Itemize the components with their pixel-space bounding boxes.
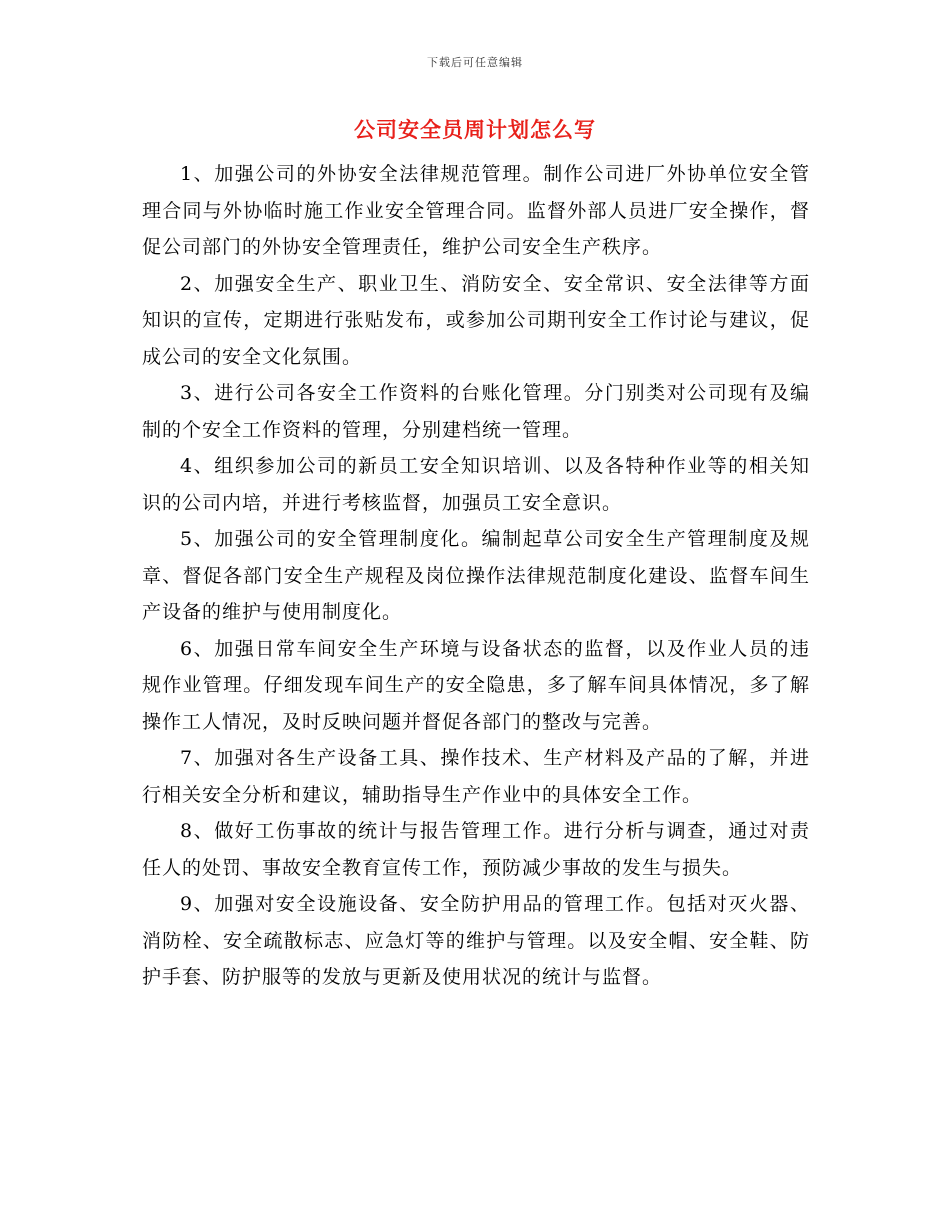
paragraph-6: 6、加强日常车间安全生产环境与设备状态的监督，以及作业人员的违规作业管理。仔细发现车间生产的安全隐患，多了解车间具体情况，多了解操作工人情况，及时反映问题并督促各部门的整改与完善。 [142, 637, 810, 733]
paragraph-9: 9、加强对安全设施设备、安全防护用品的管理工作。包括对灭火器、消防栓、安全疏散标志、应急灯等的维护与管理。以及安全帽、安全鞋、防护手套、防护服等的发放与更新及使用状况的统计与监督。 [142, 893, 810, 988]
document-title: 公司安全员周计划怎么写 [354, 117, 596, 142]
paragraph-5: 5、加强公司的安全管理制度化。编制起草公司安全生产管理制度及规章、督促各部门安全生产规程及岗位操作法律规范制度化建设、监督车间生产设备的维护与使用制度化。 [142, 528, 810, 623]
page-header-note: 下载后可任意编辑 [427, 56, 523, 69]
paragraph-4: 4、组织参加公司的新员工安全知识培训、以及各特种作业等的相关知识的公司内培，并进行考核监督，加强员工安全意识。 [142, 455, 810, 514]
paragraph-3: 3、进行公司各安全工作资料的台账化管理。分门别类对公司现有及编制的个安全工作资料的管理，分别建档统一管理。 [142, 382, 810, 441]
document-body [142, 156, 810, 996]
paragraph-1: 1、加强公司的外协安全法律规范管理。制作公司进厂外协单位安全管理合同与外协临时施工作业安全管理合同。监督外部人员进厂安全操作，督促公司部门的外协安全管理责任，维护公司安全生产秩序。 [142, 163, 810, 258]
paragraph-7: 7、加强对各生产设备工具、操作技术、生产材料及产品的了解，并进行相关安全分析和建议，辅助指导生产作业中的具体安全工作。 [142, 747, 810, 806]
paragraph-8: 8、做好工伤事故的统计与报告管理工作。进行分析与调查，通过对责任人的处罚、事故安全教育宣传工作，预防减少事故的发生与损失。 [142, 820, 810, 879]
paragraph-2: 2、加强安全生产、职业卫生、消防安全、安全常识、安全法律等方面知识的宣传，定期进行张贴发布，或参加公司期刊安全工作讨论与建议，促成公司的安全文化氛围。 [142, 272, 810, 368]
